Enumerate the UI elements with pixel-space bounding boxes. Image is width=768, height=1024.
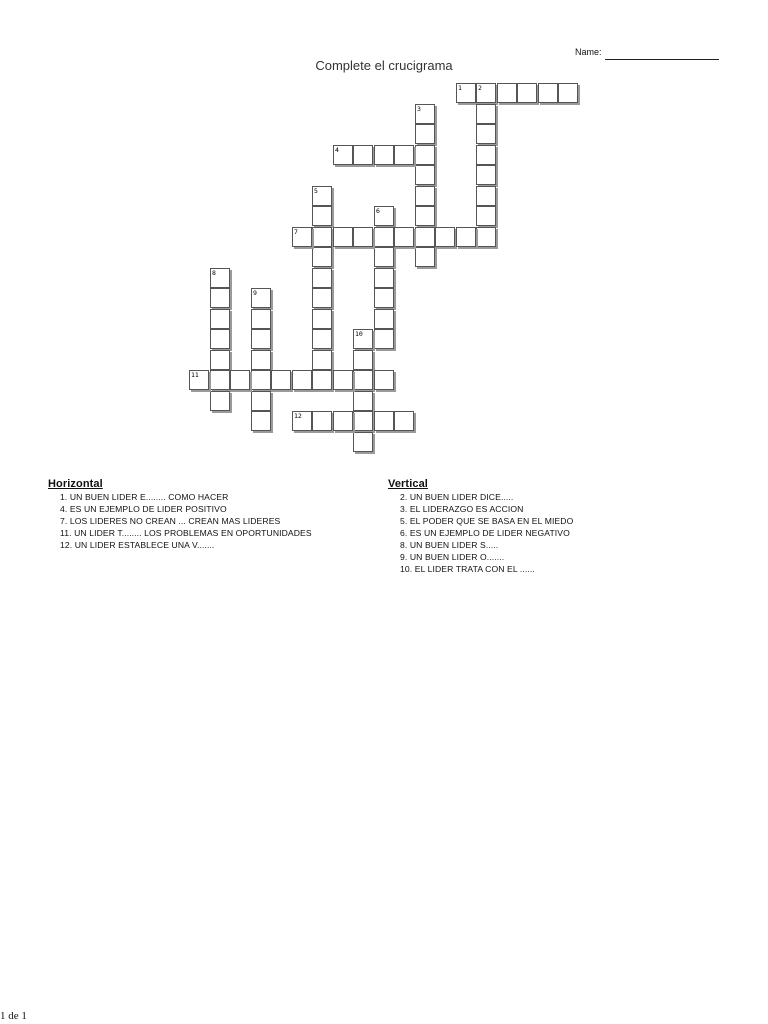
crossword-cell[interactable] <box>374 206 394 226</box>
crossword-cell[interactable] <box>456 83 476 103</box>
crossword-cell[interactable] <box>210 350 230 370</box>
clue-number: 11 <box>191 371 199 379</box>
clue-down-2: 2. UN BUEN LIDER DICE..... <box>400 492 514 502</box>
crossword-cell[interactable] <box>312 370 332 390</box>
clue-across-1: 1. UN BUEN LIDER E........ COMO HACER <box>60 492 229 502</box>
crossword-cell[interactable] <box>312 350 332 370</box>
crossword-cell[interactable] <box>497 83 517 103</box>
crossword-cell[interactable] <box>374 329 394 349</box>
clue-list <box>388 491 573 575</box>
crossword-cell[interactable] <box>312 309 332 329</box>
crossword-cell[interactable] <box>415 104 435 124</box>
crossword-cell[interactable] <box>476 206 496 226</box>
clue-number: 10 <box>355 330 363 338</box>
clue-number: 12 <box>294 412 302 420</box>
crossword-cell[interactable] <box>333 227 353 247</box>
crossword-cell[interactable] <box>394 411 414 431</box>
clue-across-7: 7. LOS LIDERES NO CREAN ... CREAN MAS LIDERES <box>60 516 281 526</box>
clue-list <box>48 491 312 551</box>
crossword-cell[interactable] <box>312 268 332 288</box>
clue-across-12: 12. UN LIDER ESTABLECE UNA V....... <box>60 540 215 550</box>
clue-number: 6 <box>376 207 380 215</box>
crossword-cell[interactable] <box>333 370 353 390</box>
crossword-cell[interactable] <box>374 145 394 165</box>
crossword-cell[interactable] <box>415 124 435 144</box>
crossword-cell[interactable] <box>312 288 332 308</box>
vertical-heading: Vertical <box>388 478 428 490</box>
crossword-cell[interactable] <box>251 329 271 349</box>
clue-down-9: 9. UN BUEN LIDER O....... <box>400 552 505 562</box>
crossword-cell[interactable] <box>415 206 435 226</box>
crossword-cell[interactable] <box>189 370 209 390</box>
crossword-cell[interactable] <box>374 227 394 247</box>
name-label: Name: <box>575 47 602 57</box>
clue-number: 4 <box>335 146 339 154</box>
clue-down-8: 8. UN BUEN LIDER S..... <box>400 540 499 550</box>
clue-number: 2 <box>478 84 482 92</box>
crossword-cell[interactable] <box>210 391 230 411</box>
crossword-cell[interactable] <box>353 145 373 165</box>
crossword-cell[interactable] <box>374 411 394 431</box>
crossword-cell[interactable] <box>251 411 271 431</box>
crossword-cell[interactable] <box>353 411 373 431</box>
crossword-cell[interactable] <box>476 124 496 144</box>
crossword-cell[interactable] <box>415 227 435 247</box>
clue-number: 7 <box>294 228 298 236</box>
crossword-cell[interactable] <box>312 227 332 247</box>
clue-across-4: 4. ES UN EJEMPLO DE LIDER POSITIVO <box>60 504 227 514</box>
crossword-cell[interactable] <box>374 370 394 390</box>
crossword-cell[interactable] <box>292 227 312 247</box>
horizontal-clues <box>48 478 312 551</box>
crossword-cell[interactable] <box>374 247 394 267</box>
crossword-cell[interactable] <box>476 186 496 206</box>
crossword-cell[interactable] <box>210 329 230 349</box>
clue-down-5: 5. EL PODER QUE SE BASA EN EL MIEDO <box>400 516 574 526</box>
crossword-cell[interactable] <box>394 145 414 165</box>
crossword-cell[interactable] <box>210 288 230 308</box>
crossword-cell[interactable] <box>312 411 332 431</box>
crossword-cell[interactable] <box>210 309 230 329</box>
crossword-cell[interactable] <box>333 145 353 165</box>
crossword-cell[interactable] <box>210 268 230 288</box>
clue-across-11: 11. UN LIDER T........ LOS PROBLEMAS EN OPORTUNIDADES <box>60 528 312 538</box>
crossword-cell[interactable] <box>558 83 578 103</box>
crossword-grid <box>0 0 768 480</box>
crossword-cell[interactable] <box>333 411 353 431</box>
crossword-cell[interactable] <box>251 309 271 329</box>
crossword-cell[interactable] <box>312 329 332 349</box>
crossword-cell[interactable] <box>435 227 455 247</box>
page-counter: 1 de 1 <box>0 1010 27 1022</box>
crossword-cell[interactable] <box>517 83 537 103</box>
crossword-cell[interactable] <box>353 391 373 411</box>
crossword-cell[interactable] <box>312 247 332 267</box>
crossword-cell[interactable] <box>415 186 435 206</box>
crossword-cell[interactable] <box>292 370 312 390</box>
crossword-cell[interactable] <box>251 370 271 390</box>
crossword-cell[interactable] <box>210 370 230 390</box>
clue-number: 8 <box>212 269 216 277</box>
clue-number: 5 <box>314 187 318 195</box>
crossword-cell[interactable] <box>476 104 496 124</box>
clue-number: 1 <box>458 84 462 92</box>
crossword-cell[interactable] <box>374 309 394 329</box>
clue-number: 3 <box>417 105 421 113</box>
vertical-clues <box>388 478 573 575</box>
clue-down-10: 10. EL LIDER TRATA CON EL ...... <box>400 564 535 574</box>
crossword-cell[interactable] <box>456 227 476 247</box>
crossword-cell[interactable] <box>476 145 496 165</box>
crossword-cell[interactable] <box>415 145 435 165</box>
clue-down-6: 6. ES UN EJEMPLO DE LIDER NEGATIVO <box>400 528 570 538</box>
crossword-cell[interactable] <box>353 350 373 370</box>
crossword-cell[interactable] <box>415 247 435 267</box>
clue-number: 9 <box>253 289 257 297</box>
crossword-cell[interactable] <box>476 165 496 185</box>
crossword-cell[interactable] <box>251 391 271 411</box>
horizontal-heading: Horizontal <box>48 478 103 490</box>
crossword-cell[interactable] <box>394 227 414 247</box>
crossword-cell[interactable] <box>312 206 332 226</box>
page-title: Complete el crucigrama <box>315 58 453 73</box>
crossword-cell[interactable] <box>374 268 394 288</box>
crossword-cell[interactable] <box>353 329 373 349</box>
crossword-cell[interactable] <box>415 165 435 185</box>
crossword-cell[interactable] <box>292 411 312 431</box>
crossword-cell[interactable] <box>251 288 271 308</box>
crossword-cell[interactable] <box>251 350 271 370</box>
crossword-cell[interactable] <box>353 227 373 247</box>
clue-down-3: 3. EL LIDERAZGO ES ACCION <box>400 504 524 514</box>
crossword-cell[interactable] <box>538 83 558 103</box>
crossword-cell[interactable] <box>476 227 496 247</box>
crossword-cell[interactable] <box>230 370 250 390</box>
crossword-cell[interactable] <box>353 432 373 452</box>
crossword-cell[interactable] <box>374 288 394 308</box>
crossword-cell[interactable] <box>271 370 291 390</box>
crossword-cell[interactable] <box>312 186 332 206</box>
crossword-cell[interactable] <box>353 370 373 390</box>
crossword-cell[interactable] <box>476 83 496 103</box>
